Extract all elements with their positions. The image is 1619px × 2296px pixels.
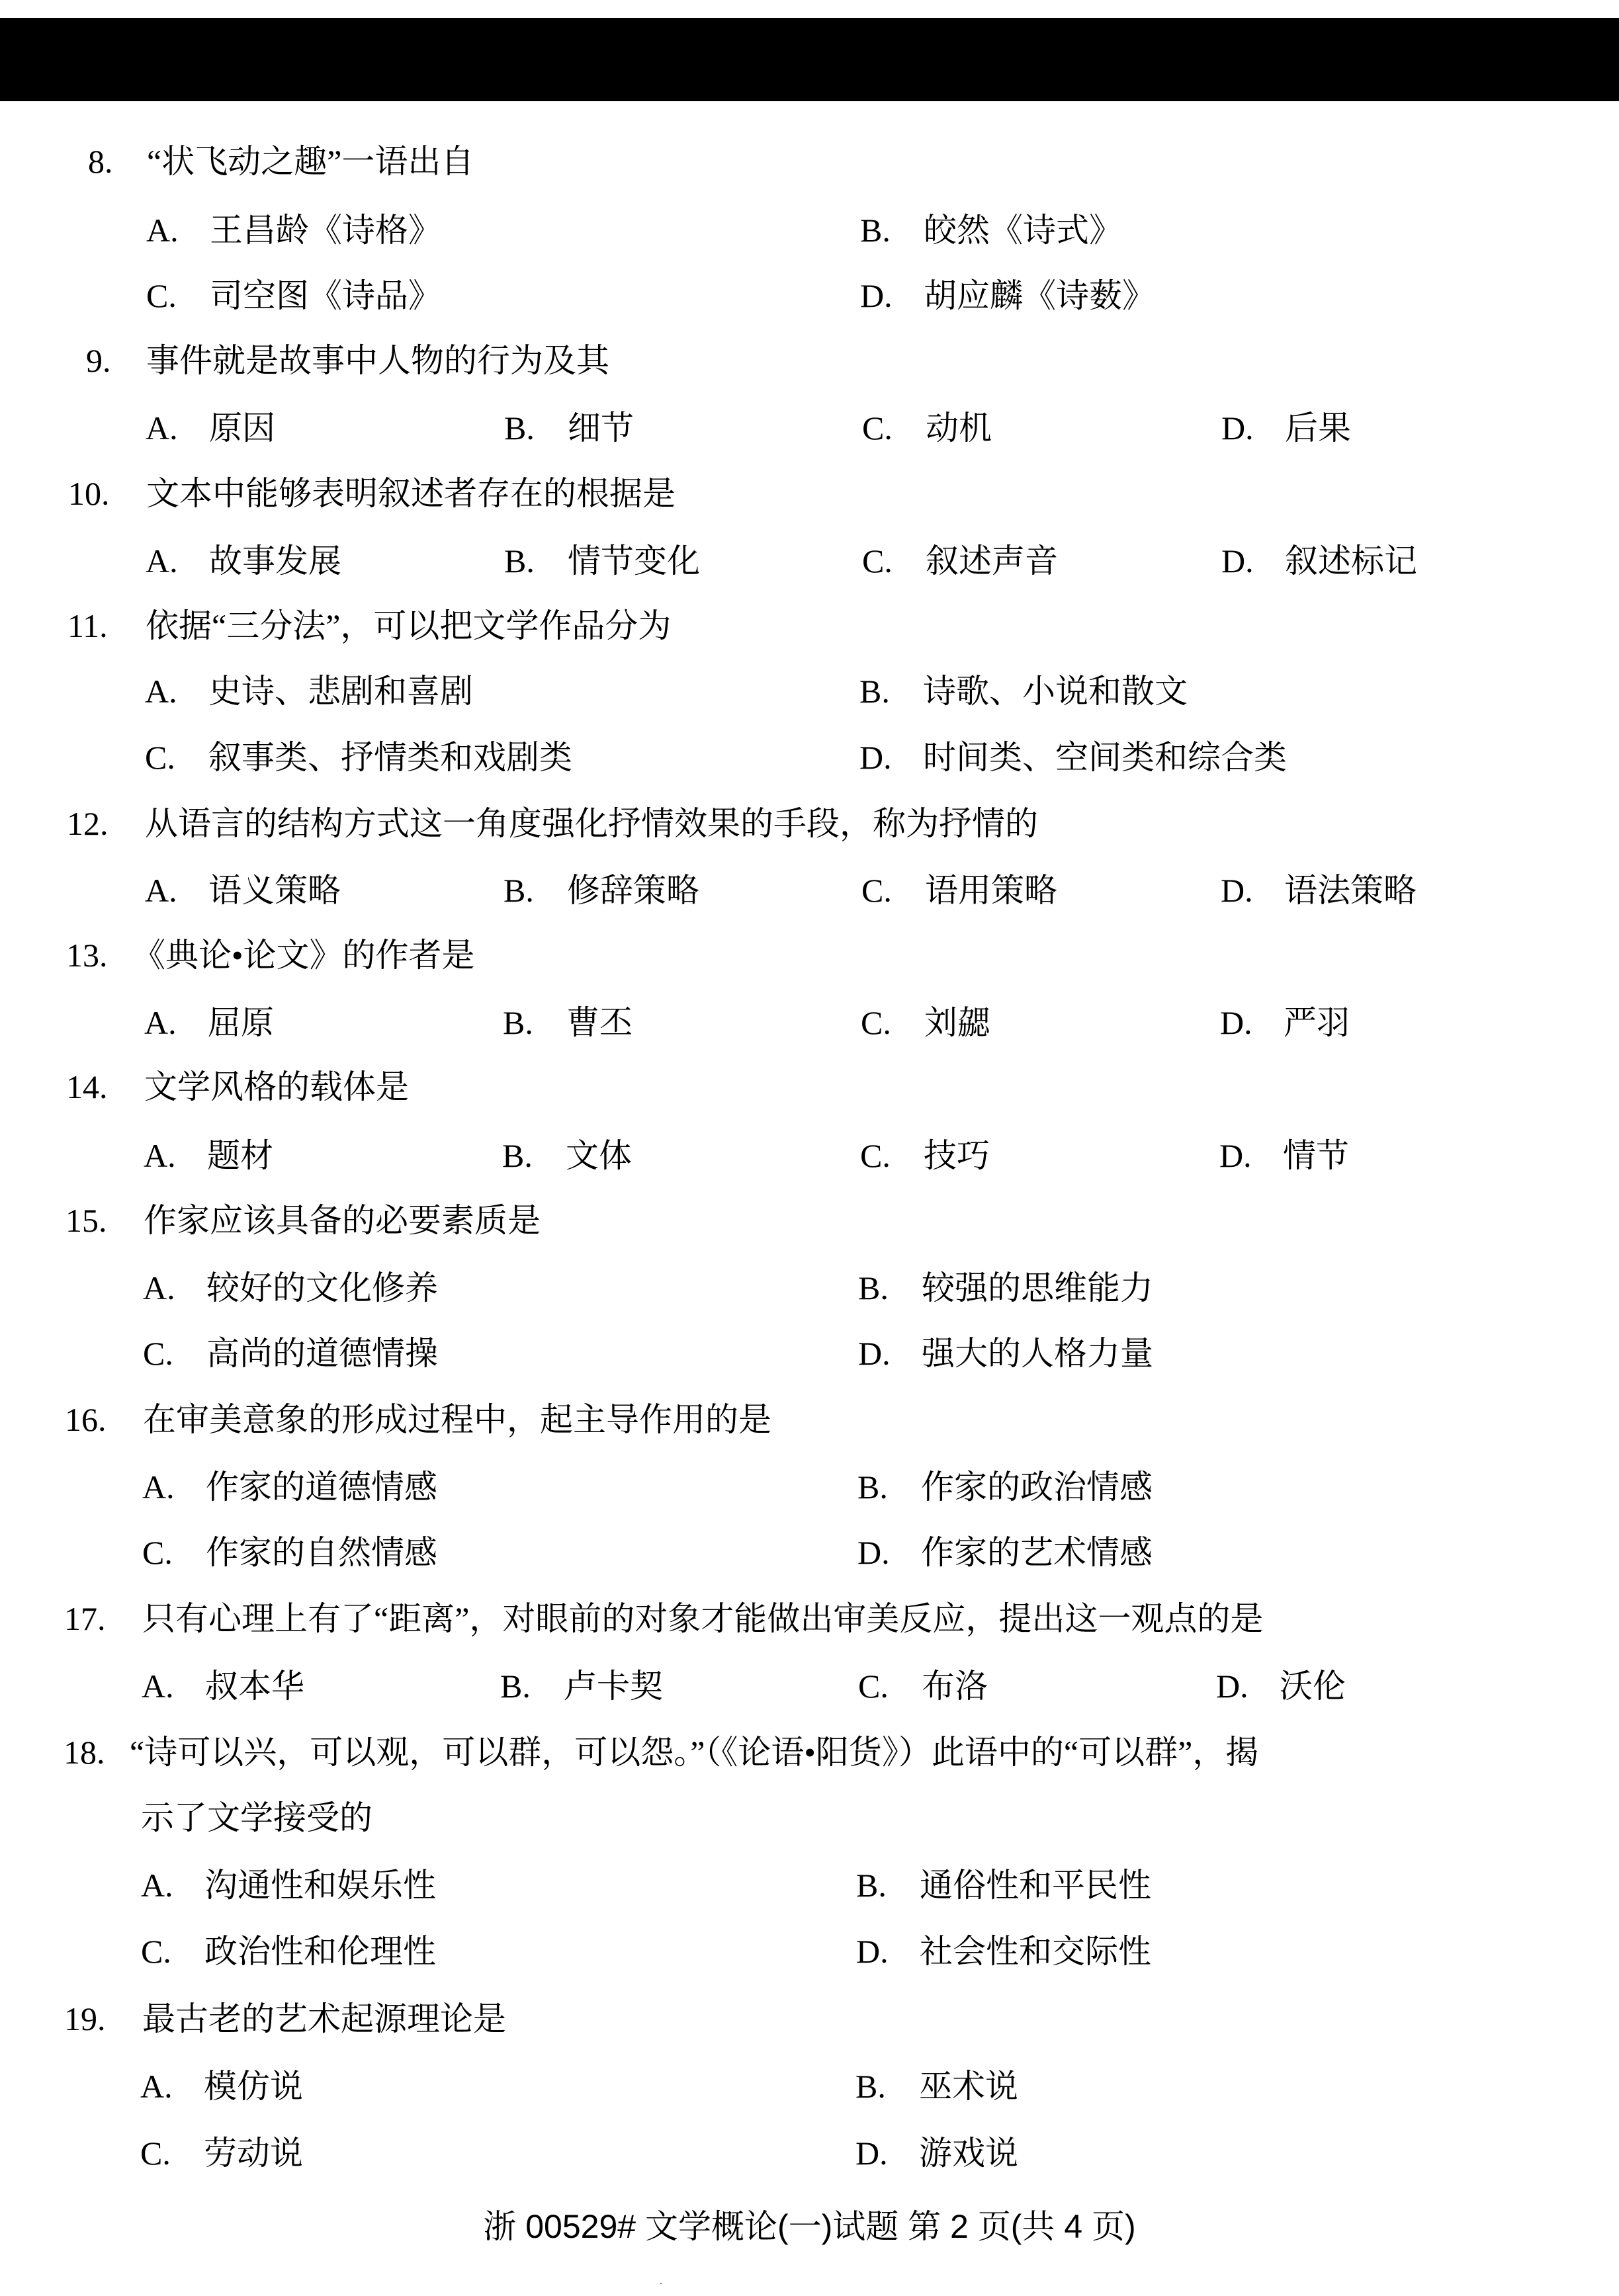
question-number: 8. <box>88 143 113 180</box>
option-14-a[interactable]: A. 题材 <box>144 1137 273 1174</box>
option-12-a[interactable]: A. 语义策略 <box>145 872 341 909</box>
header-black-bar <box>0 18 1619 101</box>
option-12-d[interactable]: D. 语法策略 <box>1221 872 1417 909</box>
option-9-d[interactable]: D. 后果 <box>1221 409 1351 446</box>
option-17-d[interactable]: D. 沃伦 <box>1216 1668 1346 1705</box>
option-10-c[interactable]: C. 叙述声音 <box>862 542 1058 579</box>
option-16-c[interactable]: C. 作家的自然情感 <box>142 1534 437 1571</box>
question-number: 14. <box>66 1068 108 1105</box>
question-number: 10. <box>68 475 110 512</box>
option-8-b[interactable]: B. 皎然《诗式》 <box>860 212 1122 249</box>
option-8-d[interactable]: D. 胡应麟《诗薮》 <box>860 277 1155 314</box>
question-text: 最古老的艺术起源理论是 <box>142 2000 506 2037</box>
question-text: 文本中能够表明叙述者存在的根据是 <box>146 475 676 512</box>
option-14-d[interactable]: D. 情节 <box>1219 1137 1349 1174</box>
question-number: 17. <box>64 1600 106 1637</box>
option-15-d[interactable]: D. 强大的人格力量 <box>858 1335 1153 1372</box>
option-12-b[interactable]: B. 修辞策略 <box>503 872 699 909</box>
question-12 <box>67 804 1038 843</box>
question-number: 15. <box>66 1202 107 1239</box>
question-text: “状飞动之趣”一语出自 <box>147 143 474 180</box>
option-10-a[interactable]: A. 故事发展 <box>146 542 341 579</box>
question-number: 19. <box>64 2000 106 2037</box>
option-16-a[interactable]: A. 作家的道德情感 <box>142 1468 437 1506</box>
option-14-c[interactable]: C. 技巧 <box>860 1137 990 1174</box>
question-15 <box>66 1201 541 1240</box>
option-9-b[interactable]: B. 细节 <box>504 409 634 446</box>
question-10 <box>68 474 676 513</box>
option-11-d[interactable]: D. 时间类、空间类和综合类 <box>859 739 1287 776</box>
question-text: 作家应该具备的必要素质是 <box>144 1202 541 1239</box>
question-text: 《典论•论文》的作者是 <box>132 937 475 974</box>
question-number: 16. <box>65 1401 107 1438</box>
option-18-d[interactable]: D. 社会性和交际性 <box>856 1933 1151 1970</box>
option-12-c[interactable]: C. 语用策略 <box>861 872 1057 909</box>
question-text: 事件就是故事中人物的行为及其 <box>146 342 609 379</box>
question-text: 从语言的结构方式这一角度强化抒情效果的手段，称为抒情的 <box>145 805 1038 842</box>
option-9-a[interactable]: A. 原因 <box>146 409 275 446</box>
option-8-a[interactable]: A. 王昌龄《诗格》 <box>146 212 441 249</box>
option-13-a[interactable]: A. 屈原 <box>144 1004 274 1041</box>
option-19-a[interactable]: A. 模仿说 <box>140 2068 303 2105</box>
option-8-c[interactable]: C. 司空图《诗品》 <box>146 277 441 314</box>
question-text: 依据“三分法”，可以把文学作品分为 <box>146 607 672 644</box>
option-9-c[interactable]: C. 动机 <box>862 409 992 446</box>
option-15-a[interactable]: A. 较好的文化修养 <box>143 1269 438 1306</box>
option-19-b[interactable]: B. 巫术说 <box>855 2068 1018 2105</box>
question-number: 12. <box>67 805 109 842</box>
option-10-d[interactable]: D. 叙述标记 <box>1221 542 1417 579</box>
option-19-d[interactable]: D. 游戏说 <box>855 2135 1018 2172</box>
option-18-c[interactable]: C. 政治性和伦理性 <box>141 1933 436 1970</box>
option-11-a[interactable]: A. 史诗、悲剧和喜剧 <box>145 673 473 710</box>
question-13 <box>66 935 475 975</box>
question-19 <box>64 1999 506 2039</box>
option-17-c[interactable]: C. 布洛 <box>858 1668 988 1705</box>
question-text: “诗可以兴，可以观，可以群，可以怨。”（《论语•阳货》）此语中的“可以群”，揭 <box>130 1734 1259 1771</box>
question-17 <box>64 1599 1263 1638</box>
question-9 <box>86 341 609 380</box>
option-11-b[interactable]: B. 诗歌、小说和散文 <box>859 673 1188 710</box>
question-text: 文学风格的载体是 <box>144 1068 409 1105</box>
option-18-b[interactable]: B. 通俗性和平民性 <box>856 1867 1151 1904</box>
question-text: 在审美意象的形成过程中，起主导作用的是 <box>143 1401 771 1438</box>
option-13-c[interactable]: C. 刘勰 <box>861 1004 990 1041</box>
option-13-b[interactable]: B. 曹丕 <box>503 1004 633 1041</box>
option-11-c[interactable]: C. 叙事类、抒情类和戏剧类 <box>145 739 572 776</box>
option-17-a[interactable]: A. 叔本华 <box>142 1668 304 1705</box>
option-13-d[interactable]: D. 严羽 <box>1220 1004 1350 1041</box>
question-text: 只有心理上有了“距离”，对眼前的对象才能做出审美反应，提出这一观点的是 <box>142 1600 1264 1637</box>
option-17-b[interactable]: B. 卢卡契 <box>500 1668 663 1705</box>
option-19-c[interactable]: C. 劳动说 <box>140 2135 303 2172</box>
option-16-b[interactable]: B. 作家的政治情感 <box>857 1468 1153 1506</box>
question-8 <box>88 142 474 181</box>
question-18 <box>64 1732 1258 1772</box>
question-14 <box>66 1067 409 1107</box>
question-16 <box>65 1400 771 1439</box>
option-15-b[interactable]: B. 较强的思维能力 <box>858 1269 1153 1306</box>
option-14-b[interactable]: B. 文体 <box>502 1137 632 1174</box>
option-15-c[interactable]: C. 高尚的道德情操 <box>143 1335 438 1372</box>
option-10-b[interactable]: B. 情节变化 <box>504 542 700 579</box>
question-number: 18. <box>64 1734 105 1771</box>
question-number: 11. <box>67 607 108 644</box>
question-number: 9. <box>86 342 111 379</box>
question-18-continuation <box>141 1798 372 1838</box>
option-16-d[interactable]: D. 作家的艺术情感 <box>857 1534 1153 1571</box>
page-footer: 浙 00529# 文学概论(一)试题 第 2 页(共 4 页) <box>483 2208 1136 2245</box>
question-number: 13. <box>66 937 108 974</box>
option-18-a[interactable]: A. 沟通性和娱乐性 <box>141 1867 436 1904</box>
scan-speck <box>660 2283 662 2284</box>
question-text-continuation: 示了文学接受的 <box>141 1799 372 1836</box>
question-11 <box>67 606 671 646</box>
